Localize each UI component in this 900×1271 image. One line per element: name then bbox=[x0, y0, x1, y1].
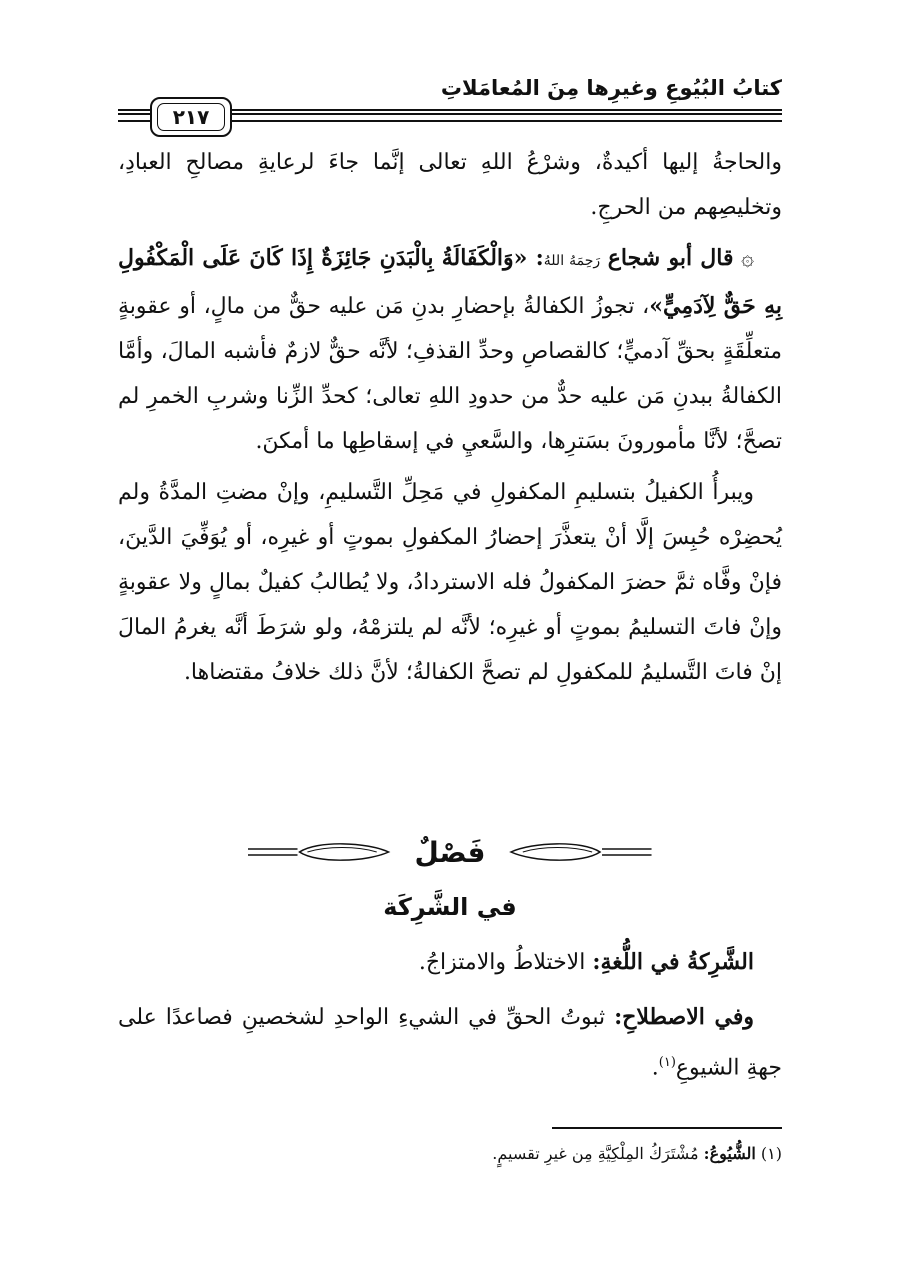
definition-term bbox=[118, 995, 782, 1090]
section-heading bbox=[248, 832, 652, 872]
page-number-frame bbox=[150, 97, 232, 137]
footnote-separator bbox=[552, 1127, 782, 1129]
ornament-right-icon bbox=[503, 840, 652, 864]
definition-term-label: وفي الاصطلاحِ: bbox=[614, 1004, 754, 1030]
ornament-left-icon bbox=[248, 840, 397, 864]
running-head-title: كتابُ البُيُوعِ وغيرِها مِنَ المُعامَلاتِ bbox=[440, 76, 782, 100]
paragraph-1: والحاجةُ إليها أكيدةٌ، وشرْعُ اللهِ تعالى إنَّما جاءَ لرعايةِ مصالحِ العبادِ، وتخليصِهم من الحرجِ. bbox=[118, 150, 782, 220]
footnote-text: مُشْتَرَكُ المِلْكِيَّةِ مِن غيرِ تقسيمٍ. bbox=[492, 1144, 704, 1163]
paragraph-3: ويبرأُ الكفيلُ بتسليمِ المكفولِ في مَحِلِّ التَّسليمِ، وإنْ مضتِ المدَّةُ ولم يُحضِرْه حُبِسَ إلَّا أنْ يتعذَّرَ إحضارُ المكفولِ بموتٍ أو غيرِه، أو يُوَفِّيَ الدَّينَ، فإنْ وفَّاه ثمَّ حضرَ المكفولُ فله الاستردادُ، ولا يُطالبُ كفيلٌ بمالٍ ولا عقوبةٍ وإنْ فاتَ التسليمُ بموتٍ أو غيرِه؛ لأنَّه لم يلتزمْهُ، ولو شرَطَ أنَّه يغرمُ المالَ إنْ فاتَ التَّسليمُ للمكفولِ لم تصحَّ الكفالةُ؛ لأنَّ ذلك خلافُ مقتضاها. bbox=[118, 480, 782, 685]
definitions-text bbox=[118, 940, 782, 1090]
main-text bbox=[118, 140, 782, 695]
footnote-number: (١) bbox=[760, 1144, 782, 1163]
honorific: رَحِمَهُ اللهُ bbox=[543, 253, 601, 269]
paragraph-2 bbox=[118, 236, 782, 464]
page-number: ٢١٧ bbox=[157, 103, 225, 131]
definition-term-end: . bbox=[651, 1055, 659, 1081]
footnote-reference: (١) bbox=[658, 1055, 676, 1070]
matn-quote: : «وَالْكَفَالَةُ بِالْبَدَنِ جَائِزَةٌ إِذَا كَانَ عَلَى الْمَكْفُولِ بِهِ حَقٌّ لِآدَمِيٍّ» bbox=[118, 245, 782, 319]
section-title: فَصْلٌ bbox=[414, 835, 486, 869]
definition-language-label: الشَّرِكةُ في اللُّغةِ: bbox=[592, 949, 754, 975]
definition-language-text: الاختلاطُ والامتزاجُ. bbox=[418, 950, 593, 975]
header-double-rule-right bbox=[228, 113, 782, 122]
footnote-term: الشُّيُوعُ: bbox=[703, 1144, 756, 1163]
definition-term-text: ثبوتُ الحقِّ في الشيءِ الواحدِ لشخصينِ فصاعدًا على جهةِ الشيوعِ bbox=[118, 1005, 782, 1081]
section-marker: ۞ bbox=[741, 246, 754, 271]
footnote bbox=[118, 1140, 782, 1168]
speaker-name: قال أبو شجاع bbox=[607, 245, 734, 271]
definition-language bbox=[118, 940, 782, 985]
commentary-text: ، تجوزُ الكفالةُ بإحضارِ بدنِ مَن عليه حقٌّ من مالٍ، أو عقوبةٍ متعلِّقَةٍ بحقِّ آدميٍّ؛ كالقصاصِ وحدِّ القذفِ؛ لأنَّه حقٌّ لازمٌ فأشبه المالَ، وأمَّا الكفالةُ ببدنِ مَن عليه حدٌّ من حدودِ اللهِ تعالى؛ كحدِّ الزِّنا وشربِ الخمرِ لم تصحَّ؛ لأنَّا مأمورونَ بسَترِها، والسَّعيِ في إسقاطِها ما أمكنَ. bbox=[118, 294, 782, 454]
section-subtitle: في الشَّرِكَة bbox=[383, 893, 517, 921]
